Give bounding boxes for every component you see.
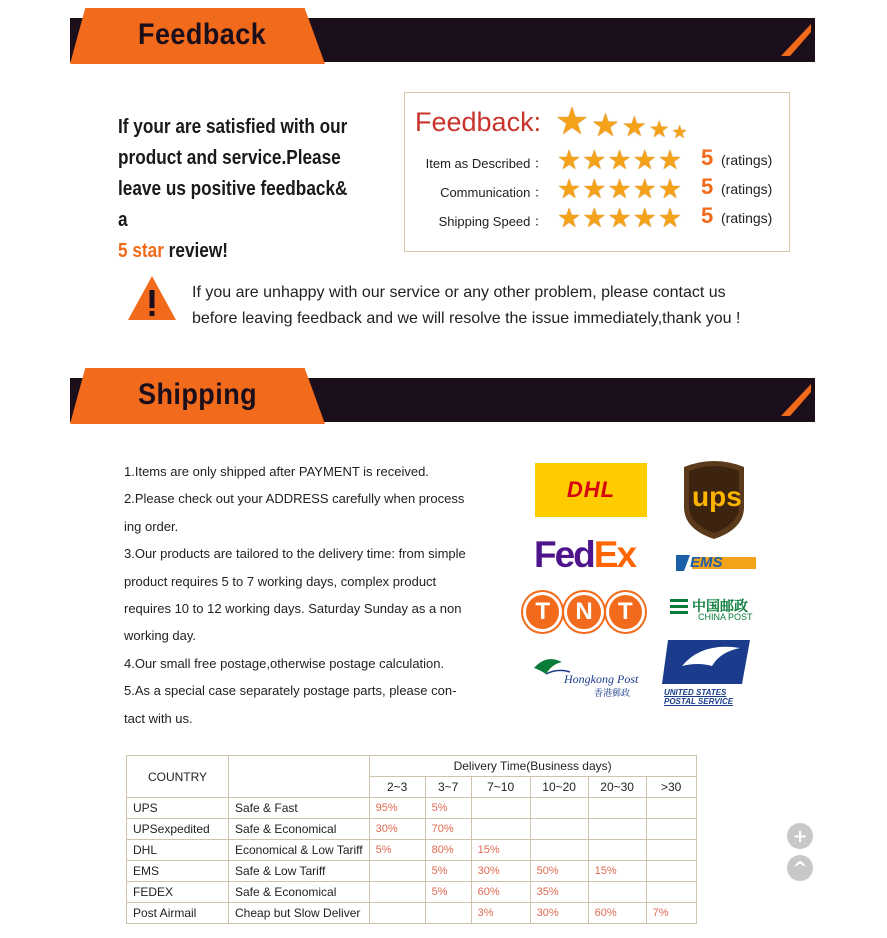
service-header <box>229 756 370 798</box>
percent-cell <box>425 903 471 924</box>
table-header-row <box>127 756 697 777</box>
percent-cell <box>530 798 588 819</box>
percent-cell: 35% <box>530 882 588 903</box>
china-post-emblem-icon <box>668 596 690 618</box>
percent-cell: 15% <box>471 840 530 861</box>
percent-cell <box>646 840 696 861</box>
star-icon: ★ <box>621 111 647 142</box>
percent-cell <box>588 882 646 903</box>
table-row <box>127 840 697 861</box>
percent-cell <box>471 819 530 840</box>
china-post-en: CHINA POST <box>698 612 753 622</box>
country-cell: UPSexpedited <box>127 819 229 840</box>
shipping-banner <box>70 368 815 424</box>
column-header: 20~30 <box>588 777 646 798</box>
rating-stars <box>557 147 682 174</box>
star-icon: ★ <box>557 145 582 175</box>
percent-cell <box>646 861 696 882</box>
star-icon: ★ <box>648 116 670 142</box>
column-header: 7~10 <box>471 777 530 798</box>
feedback-message <box>118 112 359 267</box>
zoom-in-button[interactable] <box>787 823 813 849</box>
star-icon: ★ <box>555 101 590 143</box>
service-cell: Cheap but Slow Deliver <box>229 903 370 924</box>
rating-label: Communication ： <box>440 185 547 200</box>
dhl-logo-text: DHL <box>566 477 616 502</box>
percent-cell <box>369 882 425 903</box>
shipping-line: working day. <box>124 628 197 644</box>
rating-unit: (ratings) <box>721 181 773 197</box>
percent-cell <box>369 861 425 882</box>
title-stars <box>555 103 688 141</box>
shipping-line: 2.Please check out your ADDRESS carefully when process <box>124 491 465 507</box>
warning-line: before leaving feedback and we will resolve the issue immediately,thank you ! <box>192 310 741 327</box>
ratings-box <box>404 92 790 252</box>
country-cell: DHL <box>127 840 229 861</box>
service-cell: Safe & Low Tariff <box>229 861 370 882</box>
percent-cell: 5% <box>425 798 471 819</box>
shipping-line: tact with us. <box>124 710 193 726</box>
percent-cell: 60% <box>588 903 646 924</box>
usps-eagle-icon <box>662 636 752 686</box>
shipping-line: 5.As a special case separately postage parts, please con- <box>124 683 457 699</box>
star-icon: ★ <box>657 203 683 233</box>
ems-logo <box>676 551 758 575</box>
star-icon: ★ <box>582 203 607 233</box>
star-icon: ★ <box>607 145 632 175</box>
percent-cell: 5% <box>425 861 471 882</box>
warning-message <box>192 280 792 332</box>
rating-value: 5 <box>701 145 714 170</box>
shipping-title: Shipping <box>138 378 258 411</box>
column-header: 2~3 <box>369 777 425 798</box>
percent-cell: 95% <box>369 798 425 819</box>
ups-logo-text: ups <box>692 481 742 512</box>
percent-cell: 5% <box>369 840 425 861</box>
usps-text <box>664 688 733 706</box>
fedex-logo <box>534 534 654 578</box>
usps-text-line: UNITED STATES <box>664 688 727 697</box>
service-cell: Safe & Fast <box>229 798 370 819</box>
shipping-line: product requires 5 to 7 working days, complex product <box>124 573 437 589</box>
fedex-logo-ex: Ex <box>593 534 636 575</box>
banner-corner <box>775 18 815 62</box>
star-icon: ★ <box>607 174 632 204</box>
table-row <box>127 882 697 903</box>
column-header: 3~7 <box>425 777 471 798</box>
hongkong-post-cn: 香港郵政 <box>594 688 631 698</box>
percent-cell <box>369 903 425 924</box>
rating-row <box>405 147 791 175</box>
rating-value: 5 <box>701 203 714 228</box>
country-header: COUNTRY <box>127 756 229 798</box>
feedback-line: leave us positive feedback& a <box>118 178 348 231</box>
warning-line: If you are unhappy with our service or any other problem, please contact us <box>192 284 726 301</box>
star-icon: ★ <box>657 145 683 175</box>
star-icon: ★ <box>632 174 657 204</box>
table-row <box>127 798 697 819</box>
service-cell: Safe & Economical <box>229 819 370 840</box>
star-icon: ★ <box>632 145 657 175</box>
star-icon: ★ <box>607 203 632 233</box>
tnt-logo <box>523 592 645 640</box>
rating-unit: (ratings) <box>721 210 773 226</box>
star-icon: ★ <box>582 174 607 204</box>
feedback-line: If your are satisfied with our <box>118 116 348 138</box>
china-post-cn: 中国邮政 <box>692 598 748 614</box>
percent-cell: 5% <box>425 882 471 903</box>
feedback-title: Feedback <box>138 18 267 51</box>
delivery-time-table <box>126 755 697 924</box>
table-row <box>127 903 697 924</box>
star-icon: ★ <box>632 203 657 233</box>
banner-corner <box>775 378 815 422</box>
percent-cell <box>646 882 696 903</box>
percent-cell: 70% <box>425 819 471 840</box>
feedback-line-rest: review! <box>163 240 228 262</box>
percent-cell: 15% <box>588 861 646 882</box>
fedex-logo-fed: Fed <box>534 534 594 575</box>
country-cell: Post Airmail <box>127 903 229 924</box>
shipping-line: requires 10 to 12 working days. Saturday Sunday as a non <box>124 601 462 617</box>
star-icon: ★ <box>671 122 688 142</box>
hongkong-post-logo <box>532 654 644 700</box>
country-cell: EMS <box>127 861 229 882</box>
rating-row <box>405 176 791 204</box>
percent-cell: 60% <box>471 882 530 903</box>
percent-cell <box>530 840 588 861</box>
china-post-logo <box>668 596 760 626</box>
percent-cell <box>646 798 696 819</box>
star-icon: ★ <box>657 174 683 204</box>
percent-cell <box>588 819 646 840</box>
tnt-logo-letter: N <box>564 592 603 632</box>
percent-cell: 30% <box>369 819 425 840</box>
feedback-line <box>118 236 359 267</box>
percent-cell <box>530 819 588 840</box>
star-icon: ★ <box>557 174 582 204</box>
five-star-highlight: 5 star <box>118 240 164 262</box>
shipping-line: 4.Our small free postage,otherwise postage calculation. <box>124 655 445 671</box>
delivery-time-header: Delivery Time(Business days) <box>369 756 696 777</box>
shipping-terms <box>124 458 494 732</box>
shipping-line: ing order. <box>124 518 179 534</box>
plus-icon: + <box>792 825 808 847</box>
service-cell: Safe & Economical <box>229 882 370 903</box>
percent-cell <box>471 798 530 819</box>
dhl-logo <box>535 463 647 517</box>
percent-cell <box>588 798 646 819</box>
rating-row <box>405 205 791 233</box>
chevron-up-icon: ^ <box>792 857 808 879</box>
usps-text-line: POSTAL SERVICE <box>664 697 734 706</box>
star-icon: ★ <box>582 145 607 175</box>
ems-logo-text: EMS <box>690 554 723 571</box>
rating-value: 5 <box>701 174 714 199</box>
percent-cell: 30% <box>530 903 588 924</box>
rating-label: Item as Described ： <box>425 156 547 171</box>
rating-stars <box>557 176 682 203</box>
tnt-logo-letter: T <box>606 592 645 632</box>
country-cell: FEDEX <box>127 882 229 903</box>
star-icon: ★ <box>557 203 582 233</box>
column-header: >30 <box>646 777 696 798</box>
feedback-line: product and service.Please <box>118 147 341 169</box>
rating-unit: (ratings) <box>721 152 773 168</box>
tnt-logo-letter: T <box>523 592 562 632</box>
percent-cell: 7% <box>646 903 696 924</box>
warning-icon <box>126 274 178 322</box>
star-icon: ★ <box>591 107 620 143</box>
country-cell: UPS <box>127 798 229 819</box>
hongkong-post-en: Hongkong Post <box>564 672 639 686</box>
rating-label: Shipping Speed ： <box>438 214 547 229</box>
feedback-banner <box>70 8 815 64</box>
percent-cell: 50% <box>530 861 588 882</box>
rating-stars <box>557 205 682 232</box>
column-header: 10~20 <box>530 777 588 798</box>
shipping-line: 1.Items are only shipped after PAYMENT is received. <box>124 464 429 479</box>
percent-cell <box>646 819 696 840</box>
service-cell: Economical & Low Tariff <box>229 840 370 861</box>
percent-cell: 30% <box>471 861 530 882</box>
scroll-top-button[interactable] <box>787 855 813 881</box>
usps-logo <box>662 636 754 712</box>
ups-logo <box>680 457 748 541</box>
table-row <box>127 819 697 840</box>
shipping-line: 3.Our products are tailored to the delivery time: from simple <box>124 546 466 562</box>
ratings-title: Feedback: <box>415 107 542 137</box>
percent-cell <box>588 840 646 861</box>
percent-cell: 80% <box>425 840 471 861</box>
table-row <box>127 861 697 882</box>
percent-cell: 3% <box>471 903 530 924</box>
